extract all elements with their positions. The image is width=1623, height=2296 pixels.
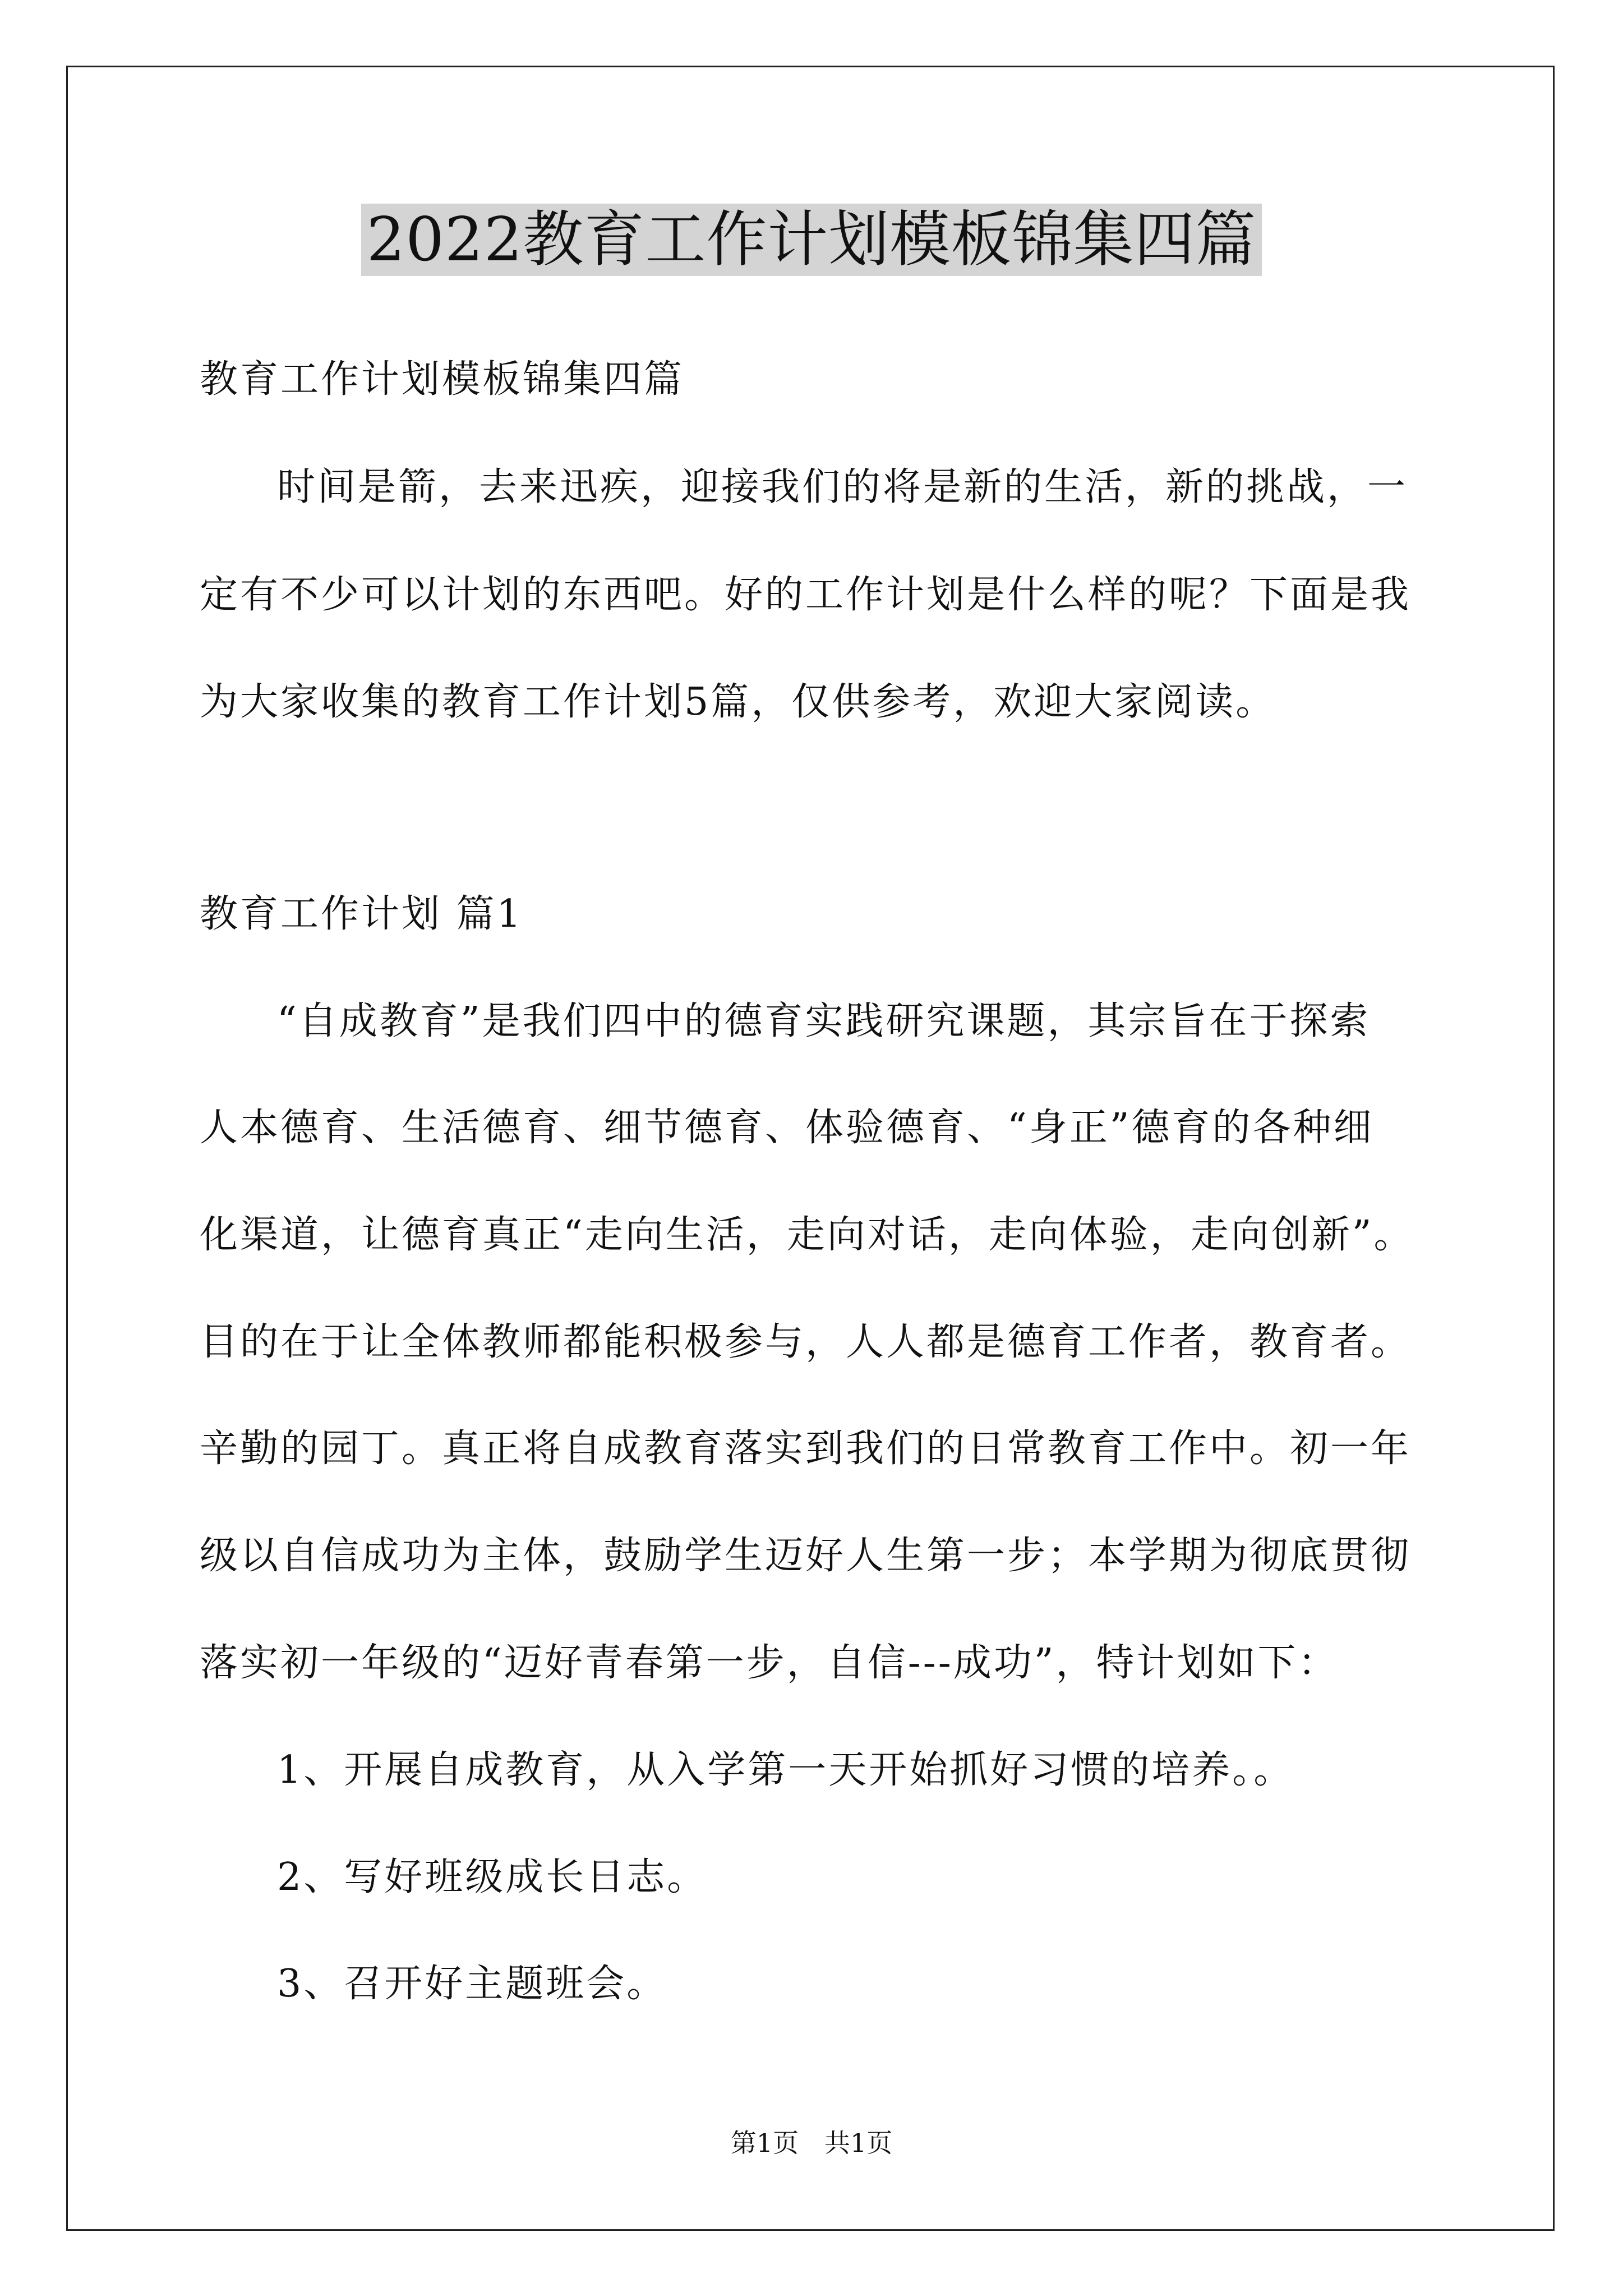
document-subtitle: 教育工作计划模板锦集四篇 (200, 357, 685, 402)
section-line-7: 落实初一年级的“迈好青春第一步，自信---成功”，特计划如下： (200, 1641, 1339, 1685)
section-heading: 教育工作计划 篇1 (200, 892, 523, 936)
intro-line-3: 为大家收集的教育工作计划5篇，仅供参考，欢迎大家阅读。 (200, 680, 1276, 724)
section-line-5: 辛勤的园丁。真正将自成教育落实到我们的日常教育工作中。初一年 (200, 1427, 1412, 1471)
section-line-2: 人本德育、生活德育、细节德育、体验德育、“身正”德育的各种细 (200, 1106, 1374, 1150)
section-line-6: 级以自信成功为主体，鼓励学生迈好人生第一步；本学期为彻底贯彻 (200, 1534, 1412, 1578)
page-footer: 第1页 共1页 (730, 2128, 893, 2158)
document-title-text: 2022教育工作计划模板锦集四篇 (361, 204, 1262, 276)
intro-line-2: 定有不少可以计划的东西吧。好的工作计划是什么样的呢？下面是我 (200, 573, 1412, 617)
section-line-3: 化渠道，让德育真正“走向生活，走向对话，走向体验，走向创新”。 (200, 1213, 1414, 1257)
list-item-3: 3、召开好主题班会。 (277, 1962, 667, 2006)
section-line-1: “自成教育”是我们四中的德育实践研究课题，其宗旨在于探索 (277, 999, 1371, 1043)
intro-line-1: 时间是箭，去来迅疾，迎接我们的将是新的生活，新的挑战，一 (277, 465, 1408, 509)
list-item-1: 1、开展自成教育，从入学第一天开始抓好习惯的培养。。 (277, 1748, 1294, 1792)
list-item-2: 2、写好班级成长日志。 (277, 1855, 708, 1899)
section-line-4: 目的在于让全体教师都能积极参与，人人都是德育工作者，教育者。 (200, 1320, 1412, 1364)
document-title (0, 201, 1623, 279)
